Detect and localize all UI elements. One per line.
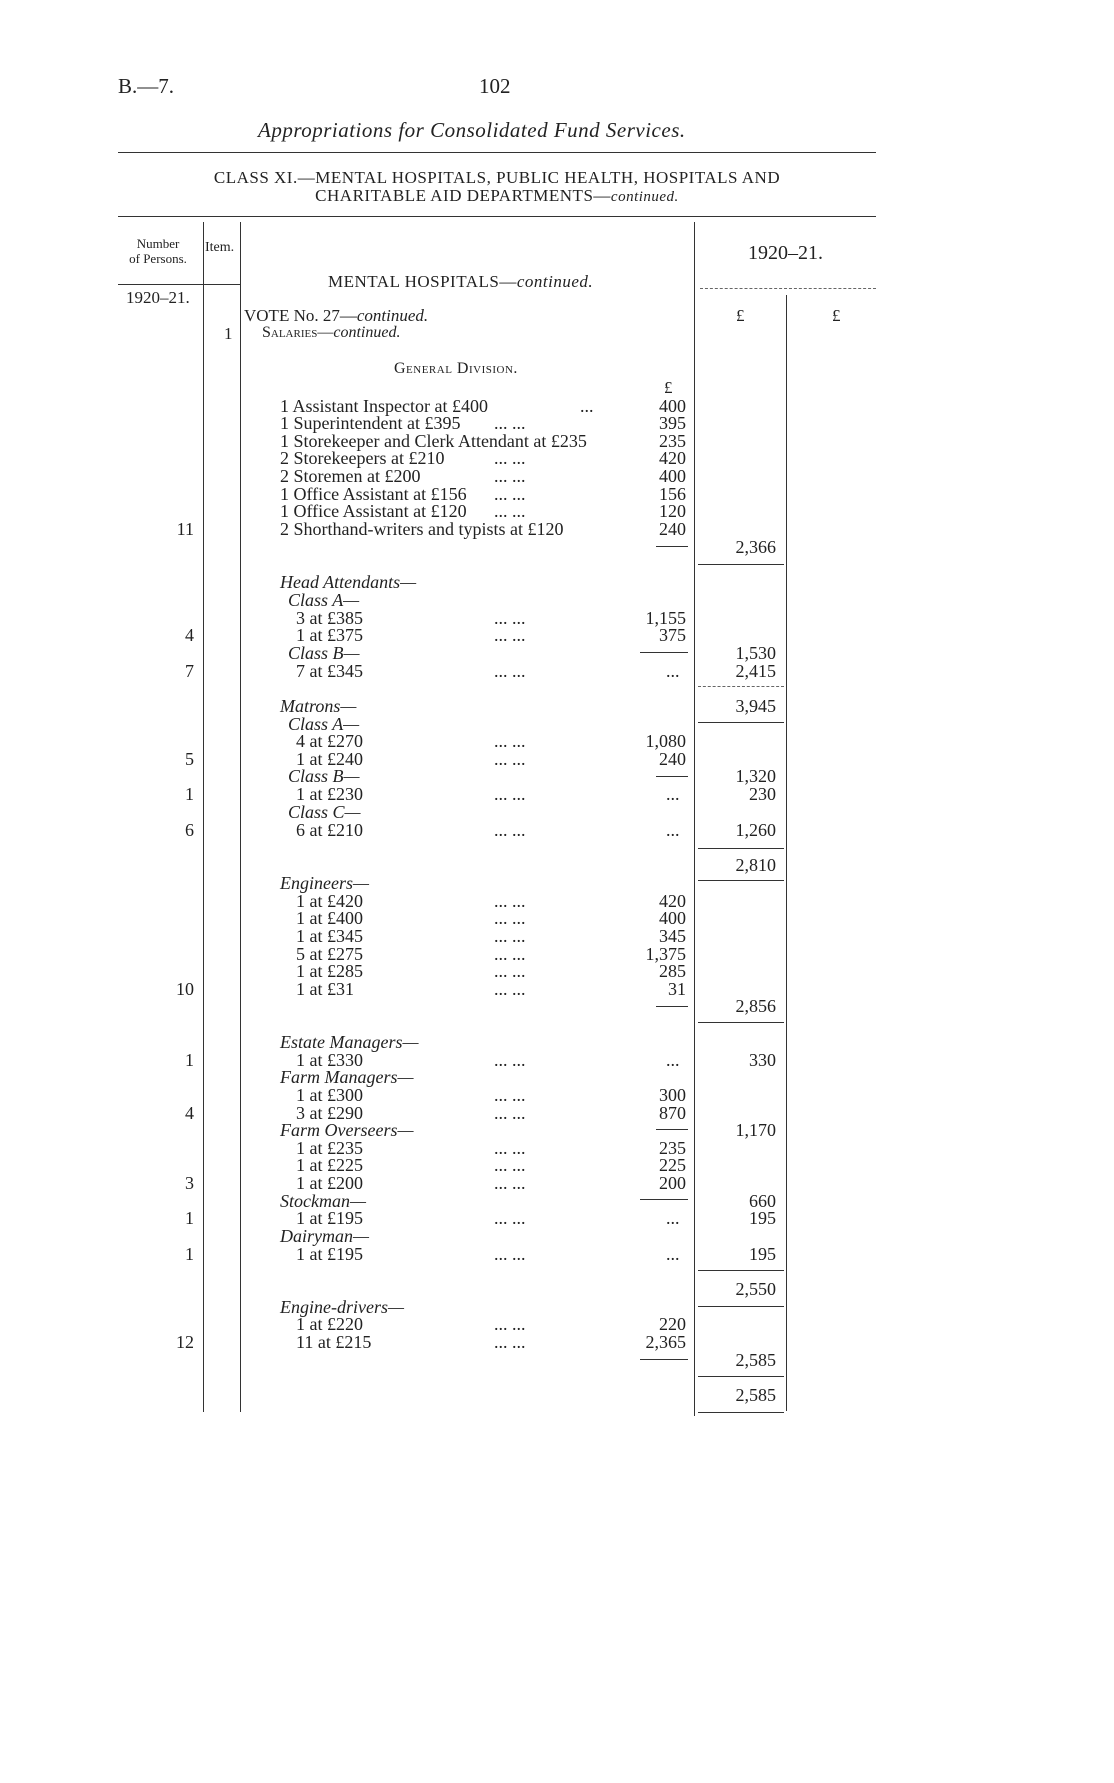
overseer-dots: ... ...	[494, 1138, 526, 1158]
engine-drivers-dots: ... ...	[494, 1314, 526, 1334]
general-row-amount: 156	[659, 484, 686, 504]
general-total: 2,366	[735, 537, 776, 557]
engineers-persons: 10	[176, 979, 194, 999]
head-att-row: 3 at £385	[296, 608, 363, 628]
header-rule	[118, 152, 876, 153]
matrons-class-c: Class C—	[288, 802, 361, 822]
overseer-persons: 3	[185, 1173, 194, 1193]
overseer-row: 1 at £200	[296, 1173, 363, 1193]
section-title-text: MENTAL HOSPITALS—	[328, 272, 517, 291]
farm-dots: ... ...	[494, 1103, 526, 1123]
engineers-row-dots: ... ...	[494, 908, 526, 928]
section-title-cont: continued.	[516, 272, 594, 291]
head-att-class-b: Class B—	[288, 643, 360, 663]
page-number: 102	[479, 74, 511, 98]
engineers-row-dots: ... ...	[494, 926, 526, 946]
engineers-row-text: 5 at £275	[296, 944, 363, 964]
col-rule-sub	[694, 222, 695, 1416]
matrons-dots3: ...	[666, 784, 680, 804]
col-persons-line2: of Persons.	[129, 251, 187, 266]
class-title-line2	[118, 186, 876, 206]
estate-group-total: 2,550	[735, 1279, 776, 1299]
page-carried-total: 2,585	[735, 1385, 776, 1405]
farm-sub-rule	[656, 1129, 688, 1130]
head-att-amount: 375	[659, 625, 686, 645]
engine-drivers-sub-rule	[640, 1359, 688, 1360]
engine-drivers-total: 2,585	[735, 1350, 776, 1370]
overseer-row: 1 at £235	[296, 1138, 363, 1158]
page-ref: B.—7.	[118, 74, 175, 98]
engine-drivers-amount: 2,365	[645, 1332, 686, 1352]
general-row-dots: ... ...	[494, 484, 526, 504]
estate-dots: ... ...	[494, 1050, 526, 1070]
matrons-dots3: ...	[666, 820, 680, 840]
col-year-right: 1920–21.	[748, 242, 823, 264]
general-total-rule	[698, 564, 784, 565]
head-att-dots: ... ...	[494, 661, 526, 681]
overseer-dots: ... ...	[494, 1173, 526, 1193]
class-title-cont: continued.	[610, 189, 679, 205]
estate-managers-heading: Estate Managers—	[280, 1032, 419, 1052]
matrons-row: 1 at £230	[296, 784, 363, 804]
estate-persons: 1	[185, 1050, 194, 1070]
general-row-text: 1 Superintendent at £395	[280, 413, 461, 433]
class-title-line1: CLASS XI.—MENTAL HOSPITALS, PUBLIC HEALTH, HOSPITALS AND	[213, 168, 781, 187]
head-att-total-b: 2,415	[735, 661, 776, 681]
overseer-amount: 200	[659, 1173, 686, 1193]
general-row-amount: 235	[659, 431, 686, 451]
head-att-dots: ... ...	[494, 625, 526, 645]
page-end-rule	[698, 1412, 784, 1413]
head-att-class-a: Class A—	[288, 590, 360, 610]
persons-header-rule	[118, 284, 240, 285]
engineers-total-rule	[698, 1022, 784, 1023]
head-attendants-heading: Head Attendants—	[280, 572, 417, 592]
engine-drivers-total-rule	[698, 1376, 784, 1377]
engineers-row-text: 1 at £285	[296, 961, 363, 981]
engine-drivers-row: 11 at £215	[296, 1332, 372, 1352]
page-subtitle: Appropriations for Consolidated Fund Services.	[258, 118, 686, 142]
col-rule-item	[240, 222, 241, 1412]
engine-drivers-row: 1 at £220	[296, 1314, 363, 1334]
engineers-row-amount: 285	[659, 961, 686, 981]
overseer-total: 660	[749, 1191, 776, 1211]
engine-drivers-dots: ... ...	[494, 1332, 526, 1352]
matrons-dots: ... ...	[494, 731, 526, 751]
engineers-row-amount: 400	[659, 908, 686, 928]
engineers-row-amount: 420	[659, 891, 686, 911]
overseer-row: 1 at £225	[296, 1155, 363, 1175]
matrons-class-a: Class A—	[288, 714, 360, 734]
table-top-rule	[118, 216, 876, 217]
engineers-row-amount: 1,375	[645, 944, 686, 964]
general-subtotal-rule	[656, 546, 688, 547]
overseer-dots: ... ...	[494, 1155, 526, 1175]
general-row-amount: 400	[659, 466, 686, 486]
matrons-dots: ... ...	[494, 749, 526, 769]
head-att-total-a: 1,530	[735, 643, 776, 663]
engineers-row-dots: ... ...	[494, 979, 526, 999]
general-persons: 11	[176, 519, 194, 539]
matrons-persons-a: 5	[185, 749, 194, 769]
general-row-text: 1 Office Assistant at £120	[280, 501, 467, 521]
farm-dots: ... ...	[494, 1085, 526, 1105]
salaries-heading	[262, 324, 400, 342]
col-rule-persons	[203, 222, 204, 1412]
estate-row: 1 at £330	[296, 1050, 363, 1070]
stockman-row: 1 at £195	[296, 1208, 363, 1228]
engineers-row-text: 1 at £420	[296, 891, 363, 911]
class-title-text: CHARITABLE AID DEPARTMENTS—	[315, 186, 611, 205]
head-att-dots3: ...	[666, 661, 680, 681]
general-row-amount: 240	[659, 519, 686, 539]
general-row-amount: 120	[659, 501, 686, 521]
farm-amount: 870	[659, 1103, 686, 1123]
farm-row: 1 at £300	[296, 1085, 363, 1105]
matrons-amount: 240	[659, 749, 686, 769]
engine-drivers-heading: Engine-drivers—	[280, 1297, 404, 1317]
head-att-end-rule	[698, 722, 784, 723]
matrons-row: 6 at £210	[296, 820, 363, 840]
head-att-persons-a: 4	[185, 625, 194, 645]
dairyman-dots3: ...	[666, 1244, 680, 1264]
matrons-total-rule	[698, 848, 784, 849]
engineers-row-text: 1 at £400	[296, 908, 363, 928]
engineers-row-dots: ... ...	[494, 891, 526, 911]
matrons-total-c: 1,260	[735, 820, 776, 840]
col-persons-line1: Number	[136, 236, 180, 251]
farm-row: 3 at £290	[296, 1103, 363, 1123]
col-item-header: Item.	[205, 240, 235, 255]
general-row-text: 1 Office Assistant at £156	[280, 484, 467, 504]
estate-dots3: ...	[666, 1050, 680, 1070]
general-row-dots: ... ...	[494, 448, 526, 468]
matrons-total-a: 1,320	[735, 766, 776, 786]
engineers-total: 2,856	[735, 996, 776, 1016]
engineers-row-amount: 345	[659, 926, 686, 946]
section-title	[328, 272, 593, 292]
engineers-sub-rule	[656, 1006, 688, 1007]
engineers-row-text: 1 at £31	[296, 979, 354, 999]
col-year-left: 1920–21.	[126, 288, 190, 307]
vote-title-text: VOTE No. 27—	[244, 306, 357, 325]
head-att-total-rule	[698, 686, 784, 687]
general-row-dots: ...	[580, 396, 594, 416]
matrons-total: 2,810	[735, 855, 776, 875]
head-att-row: 1 at £375	[296, 625, 363, 645]
head-att-sub-rule	[640, 652, 688, 653]
engineers-heading: Engineers—	[280, 873, 369, 893]
stockman-dots3: ...	[666, 1208, 680, 1228]
farm-overseers-heading: Farm Overseers—	[280, 1120, 414, 1140]
engineers-row-dots: ... ...	[494, 944, 526, 964]
engineers-row-text: 1 at £345	[296, 926, 363, 946]
stockman-total: 195	[749, 1208, 776, 1228]
vote-item-number: 1	[224, 324, 233, 343]
matrons-total-b: 230	[749, 784, 776, 804]
matrons-persons-b: 1	[185, 784, 194, 804]
matrons-end-rule	[698, 880, 784, 881]
engine-drivers-persons: 12	[176, 1332, 194, 1352]
general-row-text: 2 Storekeepers at £210	[280, 448, 445, 468]
farm-total: 1,170	[735, 1120, 776, 1140]
dairyman-heading: Dairyman—	[280, 1226, 369, 1246]
matrons-class-b: Class B—	[288, 766, 360, 786]
year-header-rule	[700, 288, 876, 289]
matrons-persons-c: 6	[185, 820, 194, 840]
farm-managers-heading: Farm Managers—	[280, 1067, 414, 1087]
general-row-dots: ... ...	[494, 466, 526, 486]
matrons-amount: 1,080	[645, 731, 686, 751]
salaries-cont: continued.	[333, 324, 401, 341]
overseer-amount: 225	[659, 1155, 686, 1175]
general-row-dots: ... ...	[494, 413, 526, 433]
head-att-total: 3,945	[735, 696, 776, 716]
matrons-sub-rule	[656, 776, 688, 777]
general-division-heading: General Division.	[394, 360, 518, 377]
general-row-amount: 420	[659, 448, 686, 468]
general-row-text: 1 Assistant Inspector at £400	[280, 396, 488, 416]
dairyman-row: 1 at £195	[296, 1244, 363, 1264]
engineers-row-amount: 31	[668, 979, 686, 999]
overseer-sub-rule	[640, 1199, 688, 1200]
matrons-row: 4 at £270	[296, 731, 363, 751]
stockman-dots: ... ...	[494, 1208, 526, 1228]
stockman-heading: Stockman—	[280, 1191, 366, 1211]
estate-total-rule	[698, 1270, 784, 1271]
head-att-amount: 1,155	[645, 608, 686, 628]
dairyman-dots: ... ...	[494, 1244, 526, 1264]
matrons-dots: ... ...	[494, 820, 526, 840]
engineers-row-dots: ... ...	[494, 961, 526, 981]
matrons-dots: ... ...	[494, 784, 526, 804]
head-att-row: 7 at £345	[296, 661, 363, 681]
col-rule-total	[786, 295, 787, 1411]
estate-total: 330	[749, 1050, 776, 1070]
general-row-amount: 400	[659, 396, 686, 416]
general-row-amount: 395	[659, 413, 686, 433]
matrons-heading: Matrons—	[280, 696, 357, 716]
head-att-persons-b: 7	[185, 661, 194, 681]
general-row-text: 1 Storekeeper and Clerk Attendant at £235	[280, 431, 587, 451]
salaries-text: Salaries—	[262, 324, 334, 341]
pound-sign-sub: £	[736, 306, 745, 325]
matrons-row: 1 at £240	[296, 749, 363, 769]
dairyman-persons: 1	[185, 1244, 194, 1264]
general-row-text: 2 Storemen at £200	[280, 466, 421, 486]
general-pound-sign: £	[664, 378, 673, 397]
stockman-persons: 1	[185, 1208, 194, 1228]
vote-title-cont: continued.	[356, 306, 429, 325]
general-row-text: 2 Shorthand-writers and typists at £120	[280, 519, 564, 539]
col-persons-header	[118, 236, 198, 266]
estate-end-rule	[698, 1306, 784, 1307]
dairyman-total: 195	[749, 1244, 776, 1264]
overseer-amount: 235	[659, 1138, 686, 1158]
general-row-dots: ... ...	[494, 501, 526, 521]
head-att-dots: ... ...	[494, 608, 526, 628]
pound-sign-total: £	[832, 306, 841, 325]
vote-title	[244, 306, 428, 326]
farm-persons: 4	[185, 1103, 194, 1123]
engine-drivers-amount: 220	[659, 1314, 686, 1334]
farm-amount: 300	[659, 1085, 686, 1105]
